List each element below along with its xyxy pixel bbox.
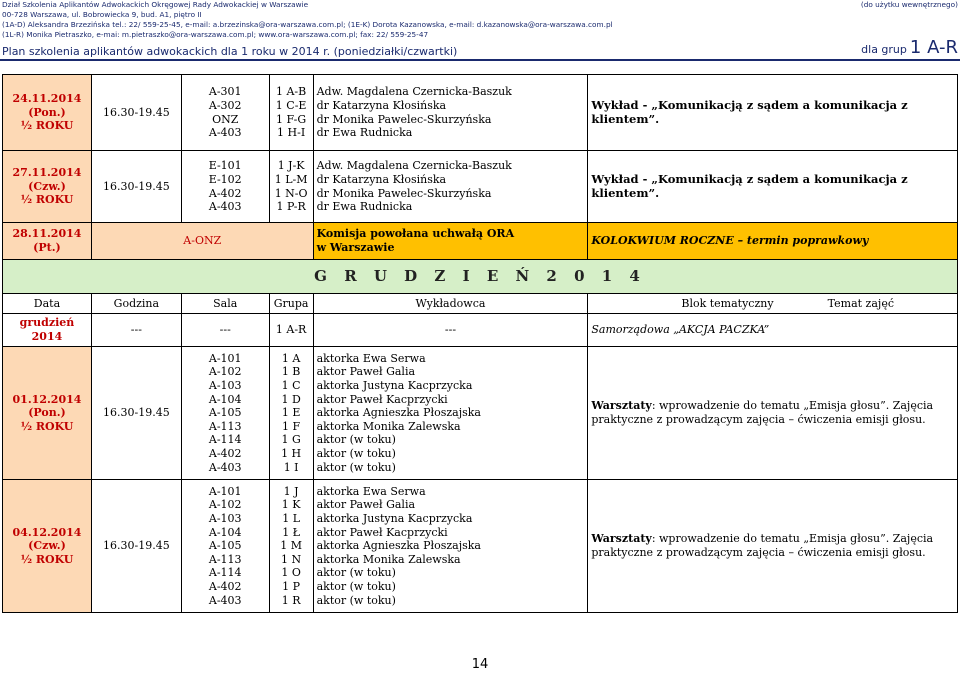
- month-title-row: [3, 260, 958, 294]
- cell-line: 1 L-M: [274, 172, 308, 186]
- cell-line: A-403: [208, 200, 242, 214]
- col-header-time: Godzina: [91, 294, 181, 314]
- group-cell: [269, 347, 313, 480]
- cell-line: Adw. Magdalena Czernicka-Baszuk: [316, 159, 512, 173]
- col-header-lecturer: Wykładowca: [313, 294, 588, 314]
- cell-line: A-403: [208, 593, 242, 607]
- topic-cell: Samorządowa „AKCJA PACZKA”: [588, 314, 958, 347]
- room-cell: [181, 480, 269, 613]
- plan-title-bar: [2, 37, 958, 58]
- cell-line: 1 F: [282, 419, 301, 433]
- cell-line: A-105: [208, 406, 242, 420]
- cell-line: aktor (w toku): [316, 566, 396, 580]
- cell-line: aktor Paweł Kacprzycki: [316, 392, 448, 406]
- cell-line: A-402: [208, 446, 242, 460]
- topic-cell: Warsztaty: wprowadzenie do tematu „Emisja głosu”. Zajęcia praktyczne z prowadzącym zajęcia – ćwiczenia emisji głosu.: [588, 480, 958, 613]
- lecturer-cell: [313, 151, 588, 223]
- cell-line: 1 E: [281, 406, 301, 420]
- topic-cell: Warsztaty: wprowadzenie do tematu „Emisja głosu”. Zajęcia praktyczne z prowadzącym zajęcia – ćwiczenia emisji głosu.: [588, 347, 958, 480]
- month-row: [3, 314, 958, 347]
- cell-line: 1 F-G: [276, 112, 307, 126]
- time-cell: ---: [91, 314, 181, 347]
- room-cell: ---: [181, 314, 269, 347]
- topic-cell: Wykład - „Komunikacją z sądem a komunikacja z klientem”.: [588, 75, 958, 151]
- time-cell: 16.30-19.45: [91, 75, 181, 151]
- cell-line: aktor Paweł Galia: [316, 498, 416, 512]
- exam-topic-cell: KOLOKWIUM ROCZNE – termin poprawkowy: [588, 223, 958, 260]
- cell-line: 1 A: [281, 351, 301, 365]
- cell-line: A-114: [208, 566, 242, 580]
- date-cell: 01.12.2014 (Pon.) ½ ROKU: [3, 347, 92, 480]
- cell-line: A-301: [208, 85, 242, 99]
- table-row: [3, 75, 958, 151]
- cell-line: A-105: [208, 539, 242, 553]
- cell-line: A-402: [208, 186, 242, 200]
- cell-line: 1 H: [281, 446, 302, 460]
- cell-line: dr Katarzyna Kłosińska: [316, 172, 447, 186]
- cell-line: dr Ewa Rudnicka: [316, 200, 413, 214]
- column-header-row: [3, 294, 958, 314]
- page-number: 14: [471, 657, 489, 672]
- date-cell: 04.12.2014 (Czw.) ½ ROKU: [3, 480, 92, 613]
- cell-line: 1 B: [281, 365, 301, 379]
- room-cell: [181, 75, 269, 151]
- cell-line: aktor (w toku): [316, 579, 396, 593]
- cell-line: 1 P: [282, 579, 301, 593]
- time-cell: 16.30-19.45: [91, 480, 181, 613]
- table-row: [3, 347, 958, 480]
- org-name: Dział Szkolenia Aplikantów Adwokackich Okręgowej Rady Adwokackiej w Warszawie: [2, 0, 309, 9]
- cell-line: aktorka Monika Zalewska: [316, 419, 461, 433]
- cell-line: 1 G: [281, 433, 301, 447]
- cell-line: aktor (w toku): [316, 593, 396, 607]
- cell-line: A-104: [208, 525, 242, 539]
- cell-line: aktor Paweł Kacprzycki: [316, 525, 448, 539]
- cell-line: E-102: [208, 172, 242, 186]
- cell-line: 1 N: [281, 552, 302, 566]
- group-cell: 1 A-R: [269, 314, 313, 347]
- lecturer-cell: [313, 347, 588, 480]
- cell-line: A-113: [208, 552, 242, 566]
- cell-line: A-403: [208, 460, 242, 474]
- date-cell: 28.11.2014 (Pt.): [3, 223, 92, 260]
- group-value: 1 A-R: [909, 37, 958, 58]
- cell-line: aktorka Monika Zalewska: [316, 552, 461, 566]
- plan-title: Plan szkolenia aplikantów adwokackich dla 1 roku w 2014 r. (poniedziałki/czwartki): [2, 45, 458, 58]
- cell-line: aktorka Ewa Serwa: [316, 351, 426, 365]
- date-cell: 24.11.2014 (Pon.) ½ ROKU: [3, 75, 92, 151]
- contact-line-2: (1L-R) Monika Pietraszko, e-mai: m.pietraszko@ora-warszawa.com.pl; www.ora-warszawa.com.pl; fax: 22/ 559-25-47: [2, 30, 429, 39]
- cell-line: 1 I: [283, 460, 299, 474]
- org-address: 00-728 Warszawa, ul. Bobrowiecka 9, bud. A1, piętro II: [2, 10, 202, 19]
- commission-cell: Komisja powołana uchwałą ORA w Warszawie: [313, 223, 588, 260]
- cell-line: 1 H-I: [277, 126, 306, 140]
- col-header-group: Grupa: [269, 294, 313, 314]
- cell-line: 1 K: [281, 498, 301, 512]
- topic-cell: Wykład - „Komunikacją z sądem a komunikacja z klientem”.: [588, 151, 958, 223]
- cell-line: ONZ: [212, 112, 239, 126]
- cell-line: dr Monika Pawelec-Skurzyńska: [316, 186, 492, 200]
- cell-line: 1 P-R: [276, 200, 306, 214]
- cell-line: A-403: [208, 126, 242, 140]
- table-row: [3, 480, 958, 613]
- cell-line: aktorka Agnieszka Płoszajska: [316, 539, 481, 553]
- time-cell: 16.30-19.45: [91, 151, 181, 223]
- date-cell: 27.11.2014 (Czw.) ½ ROKU: [3, 151, 92, 223]
- col-header-room: Sala: [181, 294, 269, 314]
- cell-line: 1 O: [281, 566, 301, 580]
- document-header: [2, 0, 958, 40]
- cell-line: 1 C-E: [275, 98, 307, 112]
- cell-line: A-113: [208, 419, 242, 433]
- cell-line: E-101: [208, 159, 242, 173]
- group-cell: [269, 480, 313, 613]
- month-title: G R U D Z I E Ń 2 0 1 4: [3, 260, 958, 294]
- cell-line: 1 N-O: [274, 186, 308, 200]
- cell-line: 1 R: [281, 593, 301, 607]
- cell-line: dr Monika Pawelec-Skurzyńska: [316, 112, 492, 126]
- cell-line: aktor (w toku): [316, 433, 396, 447]
- cell-line: aktorka Justyna Kacprzycka: [316, 379, 473, 393]
- cell-line: aktor (w toku): [316, 446, 396, 460]
- col-header-date: Data: [3, 294, 92, 314]
- cell-line: aktor Paweł Galia: [316, 365, 416, 379]
- col-header-topic: Blok tematyczny Temat zajęć: [588, 294, 958, 314]
- cell-line: 1 C: [281, 379, 301, 393]
- cell-line: aktorka Agnieszka Płoszajska: [316, 406, 481, 420]
- lecturer-cell: [313, 480, 588, 613]
- table-row-exam: [3, 223, 958, 260]
- cell-line: A-302: [208, 98, 242, 112]
- cell-line: 1 A-B: [275, 85, 307, 99]
- table-row: [3, 151, 958, 223]
- cell-line: Adw. Magdalena Czernicka-Baszuk: [316, 85, 512, 99]
- room-cell: [181, 347, 269, 480]
- month-label-cell: grudzień 2014: [3, 314, 92, 347]
- cell-line: A-101: [208, 484, 242, 498]
- cell-line: A-402: [208, 579, 242, 593]
- cell-line: A-114: [208, 433, 242, 447]
- cell-line: 1 D: [281, 392, 301, 406]
- cell-line: 1 J: [283, 484, 299, 498]
- cell-line: 1 M: [280, 539, 302, 553]
- internal-use-note: (do użytku wewnętrznego): [860, 0, 958, 9]
- cell-line: A-101: [208, 351, 242, 365]
- cell-line: A-104: [208, 392, 242, 406]
- cell-line: 1 J-K: [277, 159, 305, 173]
- cell-line: aktorka Justyna Kacprzycka: [316, 512, 473, 526]
- cell-line: A-103: [208, 379, 242, 393]
- cell-line: dr Ewa Rudnicka: [316, 126, 413, 140]
- cell-line: 1 L: [282, 512, 301, 526]
- room-cell: [181, 151, 269, 223]
- cell-line: 1 Ł: [282, 525, 301, 539]
- cell-line: A-103: [208, 512, 242, 526]
- group-cell: [269, 151, 313, 223]
- time-cell: 16.30-19.45: [91, 347, 181, 480]
- schedule-table: [2, 74, 958, 613]
- group-label: dla grup 1 A-R: [861, 37, 958, 58]
- lecturer-cell: [313, 75, 588, 151]
- cell-line: aktorka Ewa Serwa: [316, 484, 426, 498]
- cell-line: A-102: [208, 498, 242, 512]
- header-divider: [0, 59, 960, 61]
- cell-line: aktor (w toku): [316, 460, 396, 474]
- group-cell: [269, 75, 313, 151]
- cell-line: A-102: [208, 365, 242, 379]
- cell-line: dr Katarzyna Kłosińska: [316, 98, 447, 112]
- contact-line-1: (1A-D) Aleksandra Brzezińska tel.: 22/ 559-25-45, e-mail: a.brzezinska@ora-warszawa.com.pl; (1E-K) Dorota Kazanowska, e-mail: d.kazanowska@ora-warszawa.com.pl: [2, 20, 613, 29]
- room-cell: A-ONZ: [91, 223, 313, 260]
- lecturer-cell: ---: [313, 314, 588, 347]
